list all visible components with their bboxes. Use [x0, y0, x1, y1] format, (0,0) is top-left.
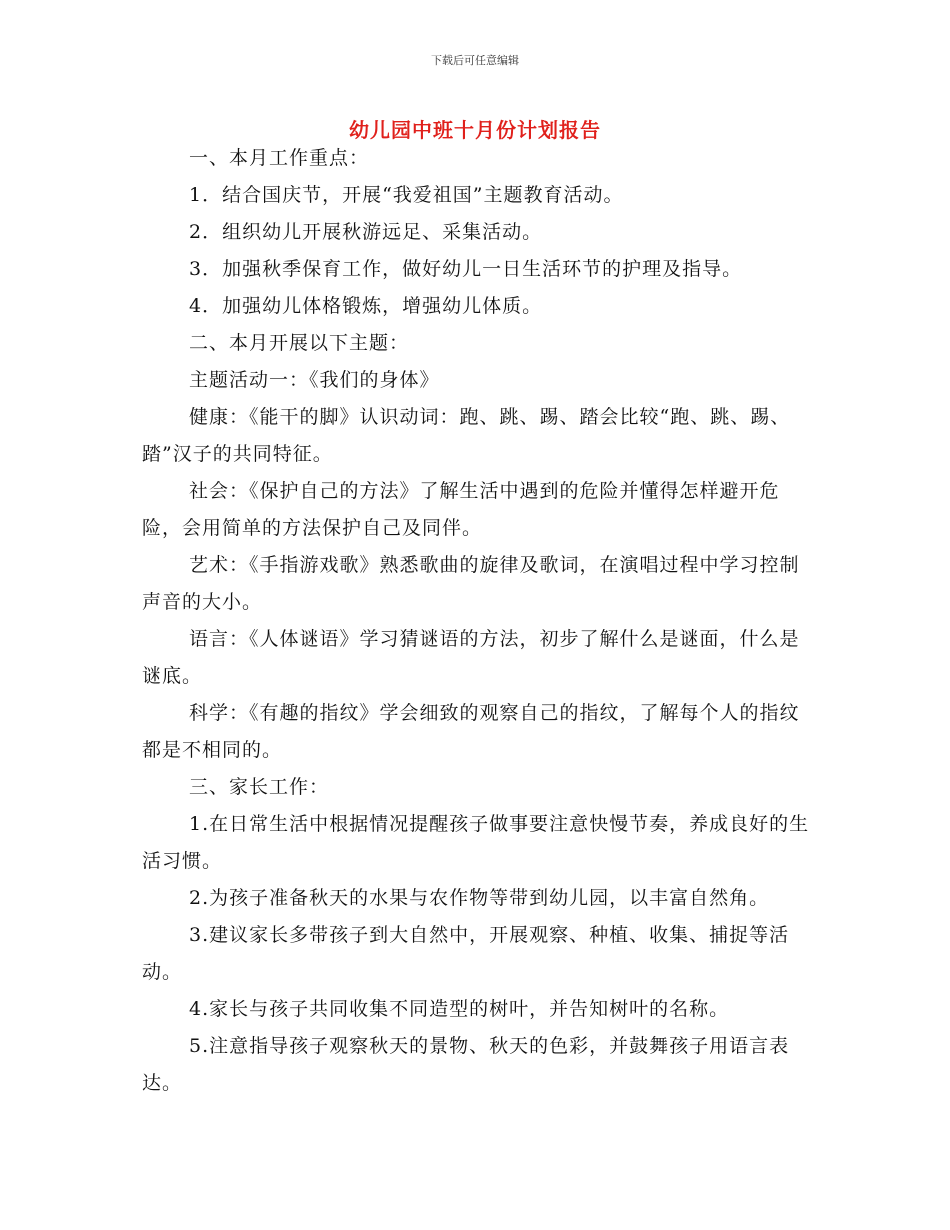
page-header: 下载后可任意编辑: [431, 54, 519, 67]
paragraph: 主题活动一：《我们的身体》: [189, 369, 440, 391]
paragraph: 4．加强幼儿体格锻炼，增强幼儿体质。: [189, 295, 543, 317]
paragraph: 艺术：《手指游戏歌》熟悉歌曲的旋律及歌词，在演唱过程中学习控制声音的大小。: [142, 554, 800, 613]
document-body: [142, 140, 812, 1102]
paragraph: 3.建议家长多带孩子到大自然中，开展观察、种植、收集、捕捉等活动。: [142, 924, 790, 983]
section-heading-parent-work: 三、家长工作：: [189, 776, 330, 798]
paragraph: 1.在日常生活中根据情况提醒孩子做事要注意快慢节奏，养成良好的生活习惯。: [142, 813, 810, 872]
paragraph: 健康：《能干的脚》认识动词：跑、跳、踢、踏会比较“跑、跳、踢、踏”汉子的共同特征。: [142, 406, 791, 465]
paragraph: 2.为孩子准备秋天的水果与农作物等带到幼儿园，以丰富自然角。: [189, 887, 770, 909]
paragraph: 4.家长与孩子共同收集不同造型的树叶，并告知树叶的名称。: [189, 998, 730, 1020]
document-title: 幼儿园中班十月份计划报告: [349, 118, 601, 142]
section-heading-work-focus: 一、本月工作重点：: [189, 147, 370, 169]
paragraph: 1．结合国庆节，开展“我爱祖国”主题教育活动。: [189, 184, 624, 206]
paragraph: 5.注意指导孩子观察秋天的景物、秋天的色彩，并鼓舞孩子用语言表达。: [142, 1035, 790, 1094]
paragraph: 科学：《有趣的指纹》学会细致的观察自己的指纹，了解每个人的指纹都是不相同的。: [142, 702, 800, 761]
paragraph: 语言：《人体谜语》学习猜谜语的方法，初步了解什么是谜面，什么是谜底。: [142, 628, 800, 687]
paragraph: 社会：《保护自己的方法》了解生活中遇到的危险并懂得怎样避开危险，会用简单的方法保护自己及同伴。: [142, 480, 780, 539]
paragraph: 2．组织幼儿开展秋游远足、采集活动。: [189, 221, 543, 243]
paragraph: 3．加强秋季保育工作，做好幼儿一日生活环节的护理及指导。: [189, 258, 743, 280]
section-heading-themes: 二、本月开展以下主题：: [189, 332, 410, 354]
